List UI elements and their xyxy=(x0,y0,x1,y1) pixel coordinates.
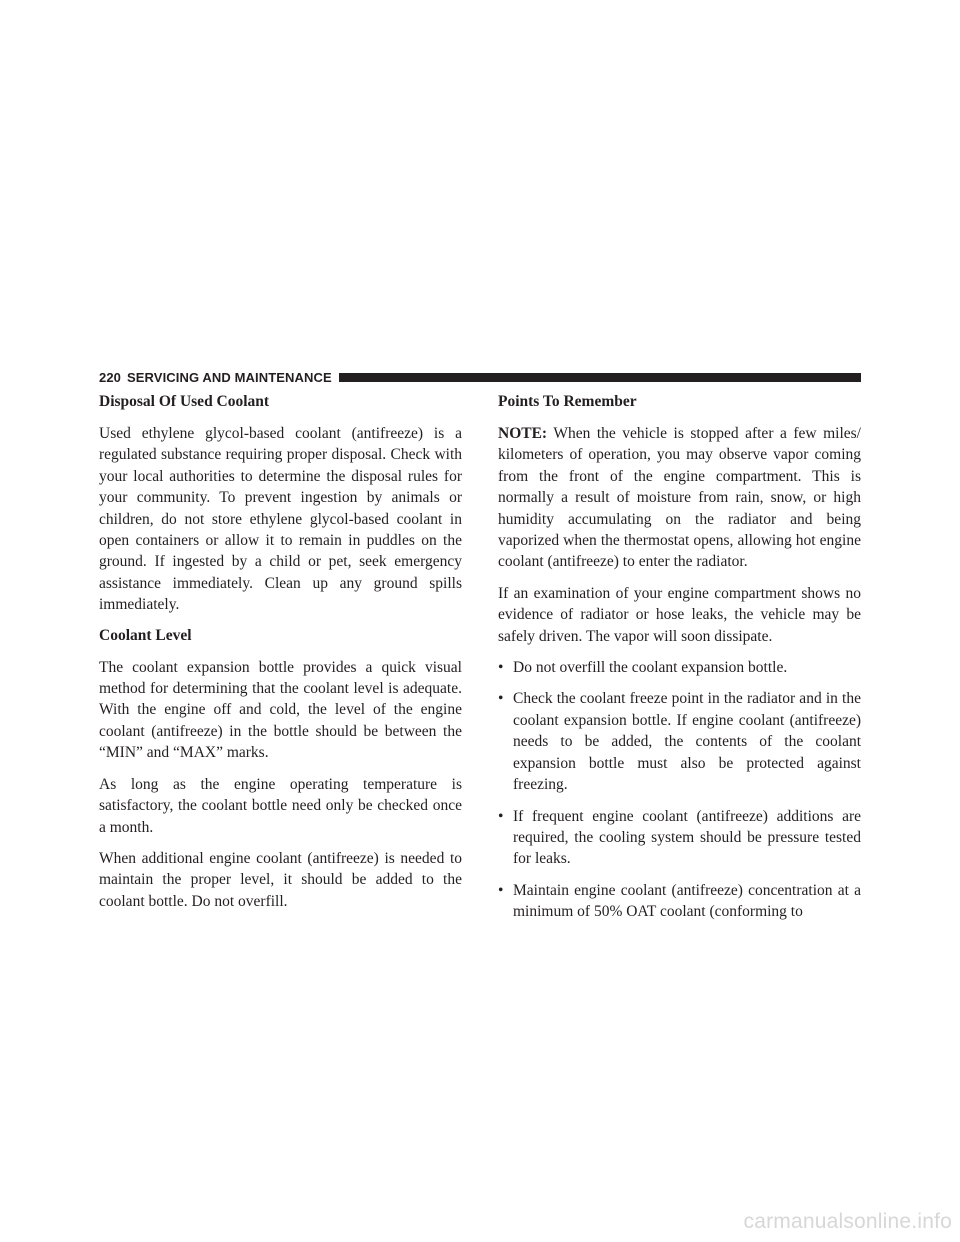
list-item-text: Do not overfill the coolant expansion bottle. xyxy=(513,659,788,677)
bullet-icon: • xyxy=(498,881,504,899)
disposal-heading: Disposal Of Used Coolant xyxy=(99,393,270,410)
list-item xyxy=(498,688,861,795)
reminder-list xyxy=(498,657,861,922)
coolant-level-paragraph: When additional engine coolant (antifreeze) is needed to maintain the proper level, it should be added to the coolant bottle. Do not overfill. xyxy=(99,849,462,910)
list-item-text: If frequent engine coolant (antifreeze) additions are required, the cooling system should be pressure tested for leaks. xyxy=(513,807,861,868)
right-column xyxy=(498,392,861,933)
disposal-paragraph: Used ethylene glycol-based coolant (antifreeze) is a regulated substance requiring proper disposal. Check with your local authorities to determine the disposal rules for your community. To prevent ingestion by animals or children, do not store ethylene glycol-based coolant in open containers or allow it to remain in puddles on the ground. If ingested by a child or pet, seek emergency assistance immediately. Clean up any ground spills immediately. xyxy=(99,425,462,614)
note-text: When the vehicle is stopped after a few miles/ kilometers of operation, you may observe vapor coming from the front of the engine compartment. This is normally a result of moisture from rain, snow, or high humidity accumulating on the radiator and being vaporized when the thermostat opens, allowing hot engine coolant (antifreeze) to enter the radiator. xyxy=(498,425,861,571)
coolant-level-paragraph: As long as the engine operating temperature is satisfactory, the coolant bottle need only be checked once a month. xyxy=(99,775,462,836)
list-item xyxy=(498,806,861,870)
bullet-icon: • xyxy=(498,659,504,677)
examination-paragraph: If an examination of your engine compartment shows no evidence of radiator or hose leaks, the vehicle may be safely driven. The vapor will soon dissipate. xyxy=(498,584,861,645)
list-item xyxy=(498,880,861,923)
list-item-text: Maintain engine coolant (antifreeze) concentration at a minimum of 50% OAT coolant (conforming to xyxy=(513,881,861,921)
note-paragraph xyxy=(498,423,861,573)
header-rule xyxy=(339,373,861,382)
note-label: NOTE: xyxy=(498,425,548,442)
page-number: 220 xyxy=(99,369,121,385)
list-item-text: Check the coolant freeze point in the radiator and in the coolant expansion bottle. If engine coolant (antifreeze) needs to be added, the contents of the coolant expansion bottle must also be protected against freezing. xyxy=(513,690,861,794)
bullet-icon: • xyxy=(498,690,504,708)
page-header xyxy=(99,368,861,386)
coolant-level-paragraph: The coolant expansion bottle provides a quick visual method for determining that the coolant level is adequate. With the engine off and cold, the level of the engine coolant (antifreeze) in the bottle should be between the “MIN” and “MAX” marks. xyxy=(99,658,462,762)
left-column xyxy=(99,392,462,922)
watermark: carmanualsonline.info xyxy=(743,1210,952,1233)
points-heading: Points To Remember xyxy=(498,393,637,410)
section-title: SERVICING AND MAINTENANCE xyxy=(127,369,332,385)
bullet-icon: • xyxy=(498,807,504,825)
list-item xyxy=(498,657,861,678)
coolant-level-heading: Coolant Level xyxy=(99,626,192,644)
